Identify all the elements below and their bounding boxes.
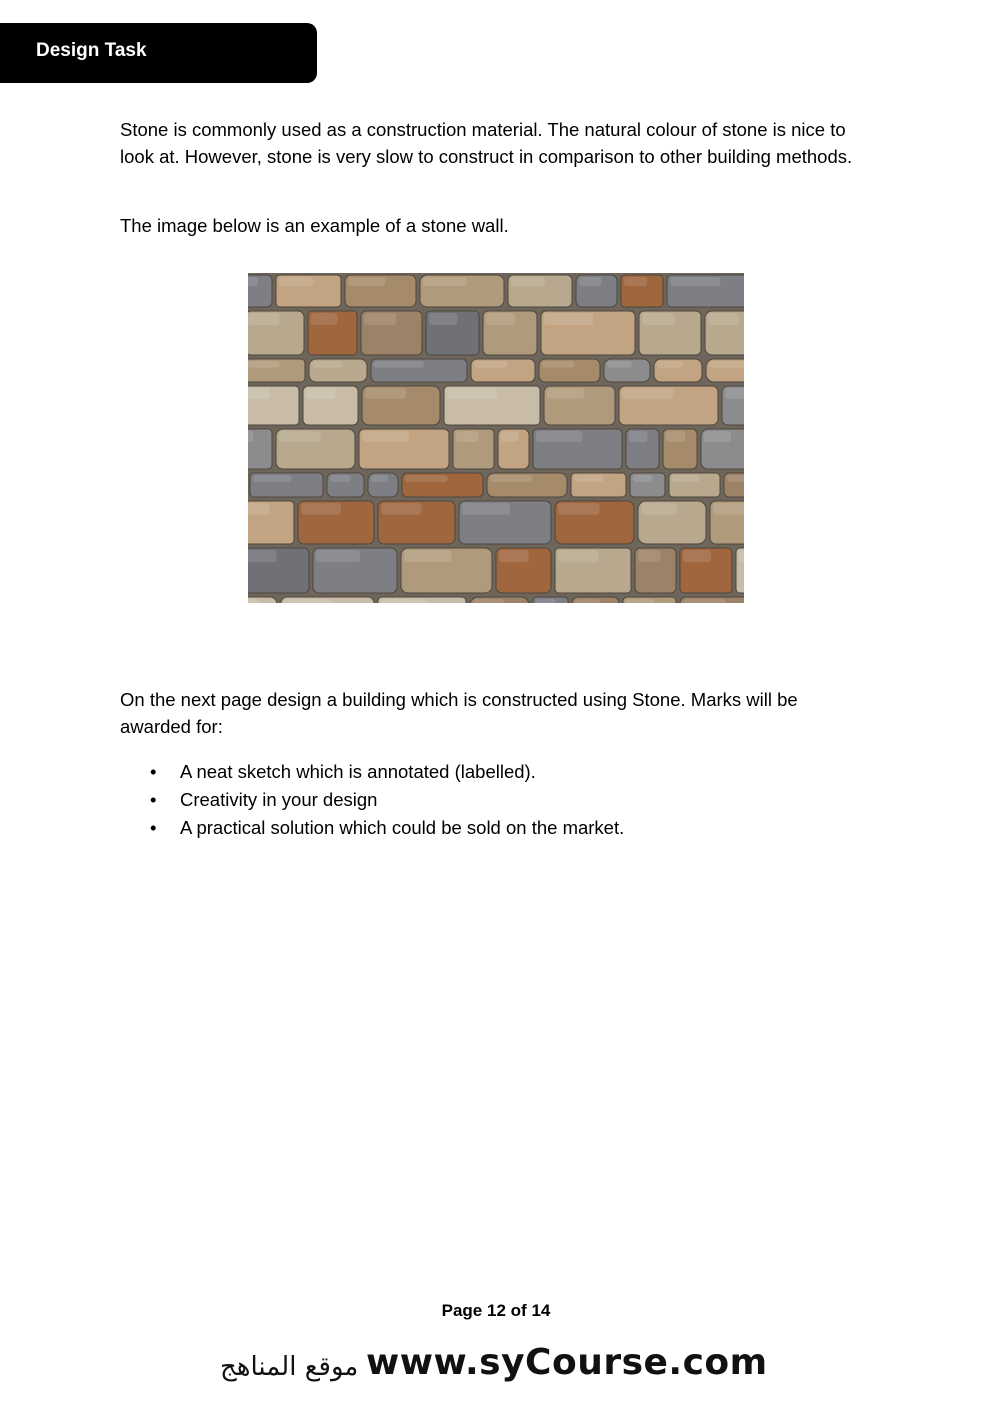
watermark-arabic: موقع المناهج [220, 1352, 359, 1382]
stone-highlight [248, 277, 258, 286]
stone-highlight [364, 313, 397, 325]
stone-highlight [558, 550, 598, 562]
stone-highlight [306, 388, 336, 399]
intro-paragraph: Stone is commonly used as a construction material. The natural colour of stone is nice to look at. However, stone is very slow to construct in comparison to other building methods. [120, 119, 853, 167]
stone-highlight [642, 313, 675, 325]
stone-highlight [704, 431, 731, 442]
stone-highlight [544, 313, 593, 325]
stone-highlight [462, 503, 510, 515]
marking-criteria-list [120, 758, 624, 842]
criteria-text: A neat sketch which is annotated (labelled). [180, 761, 536, 782]
watermark-site: www.syCourse.com [366, 1342, 768, 1383]
stone-highlight [381, 599, 427, 603]
bullet-icon: • [150, 789, 157, 810]
stone-highlight [536, 599, 556, 603]
stone-highlight [547, 388, 585, 399]
stone-highlight [330, 475, 351, 482]
stone-highlight [638, 550, 661, 562]
stone-highlight [279, 431, 321, 442]
stone-highlight [248, 599, 259, 603]
stone-highlight [284, 599, 333, 603]
site-watermark [220, 1342, 780, 1392]
stone-highlight [622, 388, 674, 399]
stone-highlight [248, 388, 270, 399]
stone-highlight [301, 503, 341, 515]
bullet-icon: • [150, 761, 157, 782]
stone-highlight [447, 388, 497, 399]
stone-highlight [371, 475, 388, 482]
stone-highlight [253, 475, 292, 482]
stone-highlight [312, 361, 343, 368]
stone-highlight [727, 475, 744, 482]
stone-wall-illustration [248, 273, 744, 603]
stone-highlight [708, 313, 739, 325]
stone-highlight [575, 599, 601, 603]
stone-highlight [633, 475, 653, 482]
page-number-footer [0, 1301, 992, 1321]
stone-highlight [490, 475, 532, 482]
page-total: 14 [531, 1301, 551, 1320]
stone-highlight [248, 431, 253, 442]
stone-highlight [713, 503, 744, 515]
image-caption: The image below is an example of a stone wall. [120, 215, 509, 236]
stone-highlight [725, 388, 744, 399]
stone-highlight [316, 550, 360, 562]
stone-highlight [248, 503, 270, 515]
stone-highlight [657, 361, 683, 368]
stone-highlight [739, 550, 744, 562]
stone-highlight [362, 431, 409, 442]
stone-highlight [574, 475, 604, 482]
task-instruction: On the next page design a building which is constructed using Stone. Marks will be awarded for: [120, 689, 798, 737]
stone-highlight [248, 550, 277, 562]
stone-highlight [709, 361, 744, 368]
bullet-icon: • [150, 817, 157, 838]
stone-highlight [248, 313, 280, 325]
stone-highlight [624, 277, 647, 286]
stone-highlight [456, 431, 479, 442]
stone-highlight [423, 277, 467, 286]
stone-highlight [536, 431, 583, 442]
stone-highlight [473, 599, 505, 603]
stone-highlight [474, 361, 508, 368]
stone-highlight [381, 503, 422, 515]
stone-highlight [626, 599, 655, 603]
stone-highlight [374, 361, 424, 368]
stone-highlight [558, 503, 600, 515]
stone-highlight [511, 277, 545, 286]
criteria-text: Creativity in your design [180, 789, 378, 810]
stone-highlight [579, 277, 602, 286]
stone-highlight [404, 550, 452, 562]
stone-highlight [348, 277, 386, 286]
section-header [0, 23, 317, 83]
stone-highlight [542, 361, 575, 368]
criteria-text: A practical solution which could be sold on the market. [180, 817, 625, 838]
stone-highlight [311, 313, 338, 325]
stone-highlight [279, 277, 314, 286]
stone-highlight [670, 277, 721, 286]
stone-highlight [683, 550, 711, 562]
criteria-item [120, 814, 624, 842]
page-number: 12 [487, 1301, 506, 1320]
stone-highlight [486, 313, 515, 325]
of-label: of [510, 1301, 527, 1320]
stone-highlight [641, 503, 677, 515]
page-label: Page [441, 1301, 483, 1320]
stone-highlight [607, 361, 632, 368]
criteria-item [120, 786, 624, 814]
stone-highlight [501, 431, 519, 442]
stone-highlight [248, 361, 280, 368]
stone-highlight [405, 475, 448, 482]
stone-highlight [629, 431, 648, 442]
stone-highlight [499, 550, 529, 562]
stone-highlight [365, 388, 406, 399]
stone-highlight [666, 431, 685, 442]
stone-wall-image [248, 273, 744, 603]
criteria-item [120, 758, 624, 786]
stone-highlight [683, 599, 726, 603]
stone-highlight [429, 313, 458, 325]
section-title: Design Task [36, 40, 147, 61]
stone-highlight [672, 475, 700, 482]
